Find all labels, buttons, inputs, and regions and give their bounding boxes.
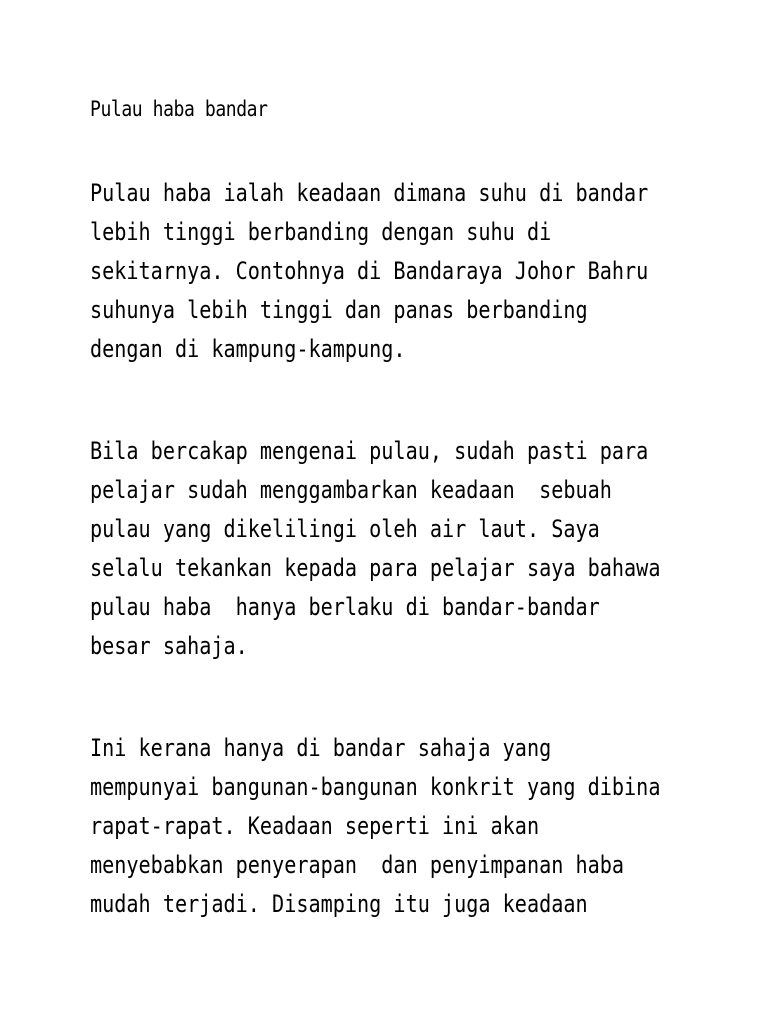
paragraph-2	[90, 432, 768, 666]
paragraph-line: Pulau haba ialah keadaan dimana suhu di bandar	[90, 179, 649, 207]
paragraph-line: suhunya lebih tinggi dan panas berbanding	[90, 296, 588, 324]
paragraph-line: mudah terjadi. Disamping itu juga keadaan	[90, 890, 588, 918]
paragraph-3	[90, 729, 768, 924]
paragraph-line: besar sahaja.	[90, 632, 248, 660]
paragraph-line: selalu tekankan kepada para pelajar saya bahawa	[90, 554, 661, 582]
paragraph-line: sekitarnya. Contohnya di Bandaraya Johor Bahru	[90, 257, 649, 285]
paragraph-line: menyebabkan penyerapan dan penyimpanan haba	[90, 851, 625, 879]
paragraph-line: pelajar sudah menggambarkan keadaan sebuah	[90, 476, 612, 504]
paragraph-line: Ini kerana hanya di bandar sahaja yang	[90, 734, 552, 762]
paragraph-line: pulau yang dikelilingi oleh air laut. Saya	[90, 515, 600, 543]
paragraph-line: Bila bercakap mengenai pulau, sudah pasti para	[90, 437, 649, 465]
paragraph-line: pulau haba hanya berlaku di bandar-bandar	[90, 593, 600, 621]
paragraph-line: lebih tinggi berbanding dengan suhu di	[90, 218, 552, 246]
document-title: Pulau haba bandar	[90, 97, 268, 121]
paragraph-line: mempunyai bangunan-bangunan konkrit yang dibina	[90, 773, 661, 801]
paragraph-line: rapat-rapat. Keadaan seperti ini akan	[90, 812, 540, 840]
paragraph-line: dengan di kampung-kampung.	[90, 335, 406, 363]
paragraph-1	[90, 174, 768, 369]
